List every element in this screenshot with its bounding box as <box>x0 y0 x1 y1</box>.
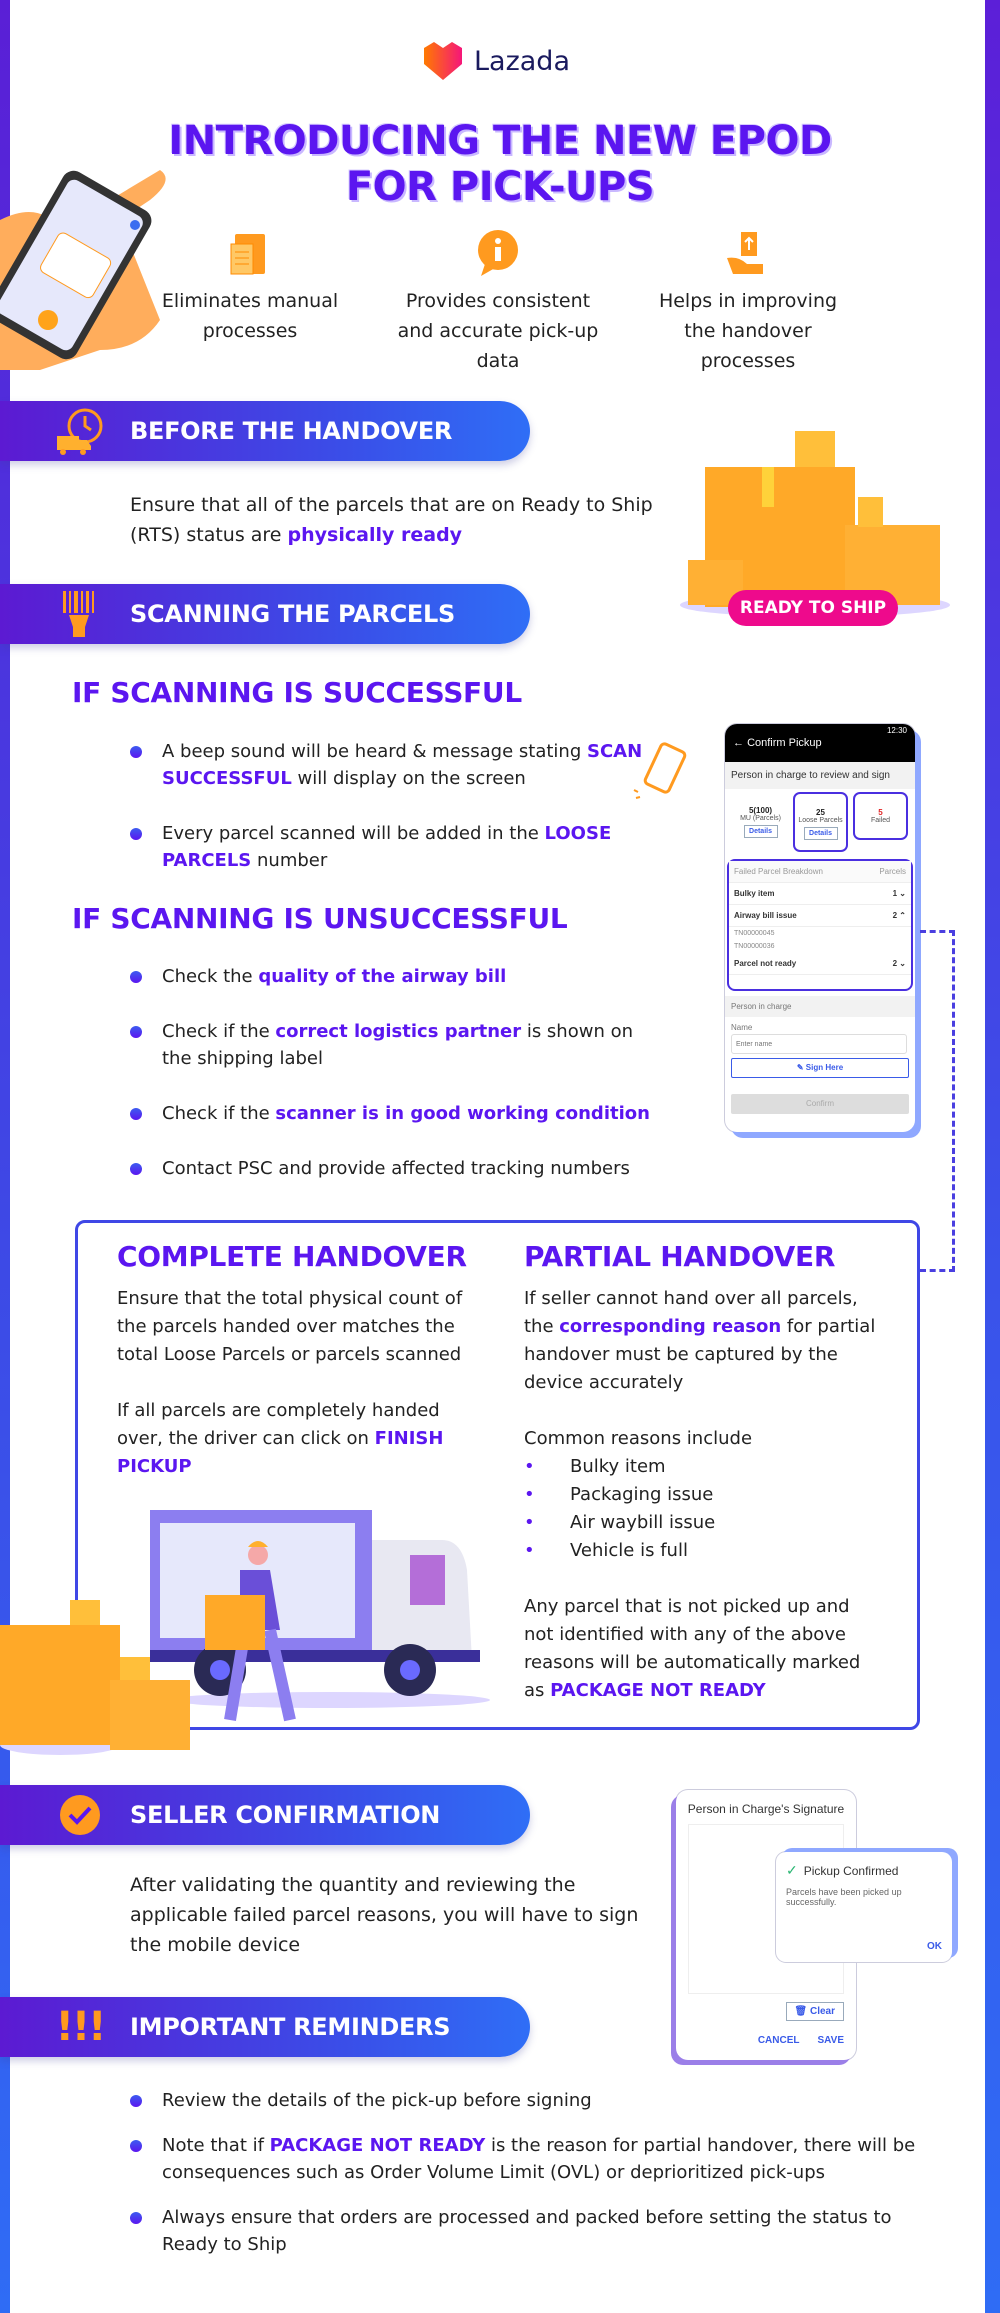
banner-scanning-parcels <box>0 584 530 644</box>
lazada-heart-icon <box>420 38 466 84</box>
reason-item: • Bulky item <box>524 1456 666 1477</box>
clear-button[interactable]: 🗑 Clear <box>786 2002 845 2021</box>
paragraph: If seller cannot hand over all parcels, the corresponding reason for partial handover must be captured by the device accurately <box>524 1288 876 1393</box>
hand-box-icon <box>723 228 773 278</box>
section-label: Person in charge <box>725 996 915 1017</box>
complete-handover-title: COMPLETE HANDOVER <box>117 1240 467 1273</box>
scan-failure-title: IF SCANNING IS UNSUCCESSFUL <box>72 902 568 935</box>
section-heading: BEFORE THE HANDOVER <box>130 417 453 445</box>
seller-confirmation-text: After validating the quantity and reviewing the applicable failed parcel reasons, you will have to sign the mobile device <box>130 1874 639 1956</box>
benefit-eliminates-manual <box>145 228 355 346</box>
stat-failed <box>853 792 908 840</box>
confirm-pickup-phone-mockup <box>725 724 915 1132</box>
sign-here-button[interactable]: ✎ Sign Here <box>731 1058 909 1078</box>
list-item: Check the quality of the airway bill <box>130 963 650 990</box>
reasons-list <box>524 1453 884 1565</box>
list-item: Check if the correct logistics partner is shown on the shipping label <box>130 1018 650 1072</box>
scan-success-title: IF SCANNING IS SUCCESSFUL <box>72 676 522 709</box>
ok-button[interactable]: OK <box>927 1941 942 1952</box>
pen-icon: ✎ <box>796 1063 804 1072</box>
list-item: A beep sound will be heard & message stating SCAN SUCCESSFUL will display on the screen <box>130 738 650 792</box>
info-bubble-icon <box>473 228 523 278</box>
details-button[interactable]: Details <box>744 825 778 838</box>
list-item: Note that if PACKAGE NOT READY is the reason for partial handover, there will be consequences such as Order Volume Limit (OVL) or deprioritized pick-ups <box>130 2132 930 2186</box>
banner-important-reminders <box>0 1997 530 2057</box>
benefit-text: processes <box>700 350 796 372</box>
paragraph: Ensure that the total physical count of the parcels handed over matches the total Loose Parcels or parcels scanned <box>117 1288 463 1365</box>
list-item: Review the details of the pick-up before signing <box>130 2087 930 2114</box>
complete-handover-text <box>117 1285 487 1481</box>
checkmark-circle-icon <box>58 1793 102 1837</box>
highlight-text: physically ready <box>287 524 463 546</box>
breakdown-row[interactable]: Parcel not ready 2 ⌄ <box>729 953 911 975</box>
dotted-connector <box>920 930 955 1272</box>
failed-breakdown-table <box>727 859 913 991</box>
dialog-title: Pickup Confirmed <box>803 1863 899 1878</box>
section-heading: SCANNING THE PARCELS <box>130 600 455 628</box>
name-input[interactable] <box>731 1034 907 1054</box>
text-segment: Ensure that all of the parcels that are on Ready to Ship (RTS) status are <box>130 494 653 546</box>
benefit-text: processes <box>202 320 298 342</box>
trash-icon: 🗑 <box>794 2006 808 2017</box>
breakdown-row[interactable]: Bulky item 1 ⌄ <box>729 883 911 905</box>
phone-header <box>725 724 915 762</box>
list-item: Contact PSC and provide affected tracking numbers <box>130 1155 650 1182</box>
cancel-button[interactable]: CANCEL <box>757 2035 800 2046</box>
paragraph: If all parcels are completely handed over, the driver can click on FINISH PICKUP <box>117 1400 444 1477</box>
stat-value: 25 <box>816 808 825 817</box>
scan-failure-list <box>130 963 650 1182</box>
paragraph: Common reasons include <box>524 1428 753 1449</box>
brand-name: Lazada <box>474 45 570 77</box>
benefit-consistent-data <box>393 228 603 376</box>
phone-beep-icon <box>630 742 700 807</box>
reason-item: • Air waybill issue <box>524 1512 716 1533</box>
clock-truck-icon <box>55 406 105 456</box>
benefit-text: Provides consistent <box>405 290 591 312</box>
section-heading: SELLER CONFIRMATION <box>130 1801 441 1829</box>
banner-before-handover <box>0 401 530 461</box>
list-item: Check if the scanner is in good working condition <box>130 1100 650 1127</box>
benefit-text: Eliminates manual <box>161 290 339 312</box>
banner-seller-confirmation <box>0 1785 530 1845</box>
dialog-title: Person in Charge's Signature <box>687 1802 845 1816</box>
section-heading: IMPORTANT REMINDERS <box>130 2013 451 2041</box>
column-header: Parcels <box>879 867 906 876</box>
reason-item: • Packaging issue <box>524 1484 714 1505</box>
benefit-improving-handover <box>643 228 853 376</box>
benefit-text: and accurate pick-up <box>397 320 599 342</box>
stat-mu-parcels <box>733 792 788 852</box>
benefit-text: data <box>476 350 520 372</box>
scan-success-list <box>130 738 650 874</box>
check-circle-icon: ✓ <box>786 1862 798 1878</box>
ready-to-ship-badge: READY TO SHIP <box>728 590 898 626</box>
stat-label: Failed <box>870 817 891 824</box>
screen-subtitle: Person in charge to review and sign <box>725 762 915 789</box>
field-label: Name <box>731 1023 753 1032</box>
pickup-confirmed-dialog <box>776 1852 952 1962</box>
exclamation-icon: !!! <box>55 2004 105 2050</box>
barcode-scanner-icon <box>55 589 105 639</box>
lazada-logo <box>420 38 570 84</box>
partial-handover-title: PARTIAL HANDOVER <box>524 1240 836 1273</box>
tracking-number: TN00000045 <box>734 930 775 937</box>
reminders-list <box>130 2087 930 2258</box>
delivery-truck-illustration <box>0 1505 490 1760</box>
before-handover-text <box>130 490 700 550</box>
dialog-message: Parcels have been picked up successfully. <box>786 1887 902 1907</box>
right-frame-border <box>985 0 1000 2313</box>
screen-title: Confirm Pickup <box>747 737 822 749</box>
title-line-1: INTRODUCING THE NEW EPOD <box>168 118 832 164</box>
partial-handover-text <box>524 1285 884 1705</box>
list-item: Always ensure that orders are processed and packed before setting the status to Ready to Ship <box>130 2204 930 2258</box>
tracking-number: TN00000036 <box>734 943 775 950</box>
benefit-text: Helps in improving <box>658 290 838 312</box>
stat-value: 5(100) <box>748 806 773 815</box>
clipboard-box-icon <box>225 228 275 278</box>
paragraph: Any parcel that is not picked up and not identified with any of the above reasons will be automatically marked as PACKAGE NOT READY <box>524 1596 861 1701</box>
status-time: 12:30 <box>886 726 907 735</box>
confirm-button[interactable]: Confirm <box>731 1094 909 1114</box>
stat-value: 5 <box>878 808 883 817</box>
details-button[interactable]: Details <box>804 827 838 840</box>
back-arrow-icon[interactable]: ← <box>733 737 744 749</box>
breakdown-row[interactable]: Airway bill issue 2 ⌃ <box>729 905 911 927</box>
reason-item: • Vehicle is full <box>524 1540 688 1561</box>
stat-loose-parcels <box>793 792 848 852</box>
benefit-text: the handover <box>684 320 812 342</box>
column-header: Failed Parcel Breakdown <box>734 867 823 876</box>
save-button[interactable]: SAVE <box>817 2035 844 2046</box>
list-item: Every parcel scanned will be added in the LOOSE PARCELS number <box>130 820 650 874</box>
stat-label: Loose Parcels <box>798 817 843 824</box>
stat-label: MU (Parcels) <box>740 815 781 822</box>
title-line-2: FOR PICK-UPS <box>345 164 655 210</box>
